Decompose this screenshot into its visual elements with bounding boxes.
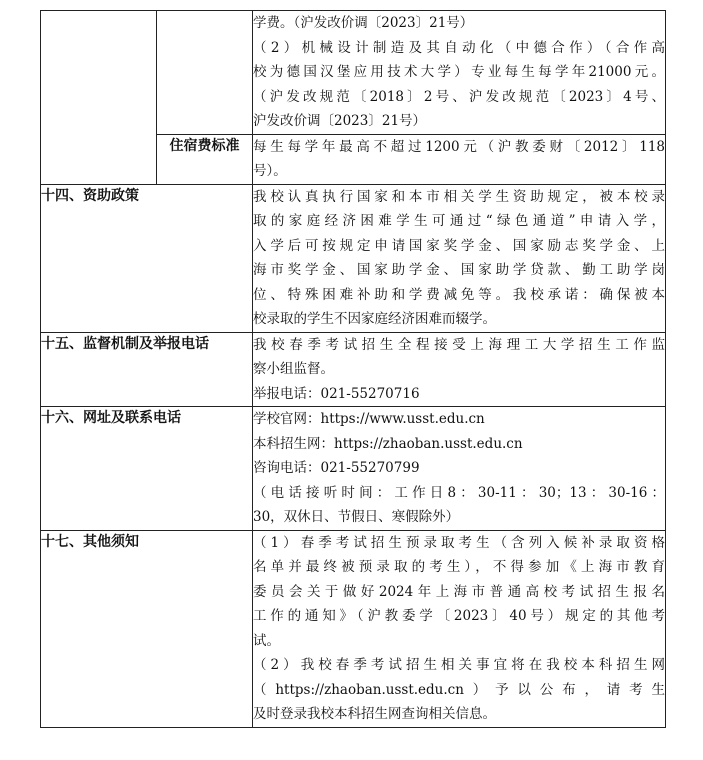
accommodation-label: 住宿费标准: [157, 134, 253, 184]
section-14-line: 海市奖学金、国家助学金、国家助学贷款、勤工助学岗: [253, 262, 665, 278]
section-15-row: [41, 332, 666, 407]
section-14-line: 校录取的学生不因家庭经济困难而辍学。: [253, 311, 496, 327]
section-16-label: 十六、网址及联系电话: [41, 407, 253, 531]
section-14-line: 我校认真执行国家和本市相关学生资助规定，被本校录: [253, 188, 665, 205]
section-15-line: 我校春季考试招生全程接受上海理工大学招生工作监: [253, 336, 665, 353]
tuition-line: 学费。（沪发改价调〔2023〕21号）: [253, 15, 474, 31]
school-website-line: 学校官网：https://www.usst.edu.cn: [253, 411, 485, 427]
section-14-line: 入学后可按规定申请国家奖学金、国家励志奖学金、上: [253, 237, 665, 254]
section-15-content-cell: [253, 332, 666, 407]
accommodation-line: 号）。: [253, 163, 287, 179]
section-17-line: （1）春季考试招生预录取考生（含列入候补录取资格: [253, 534, 665, 551]
section-14-line: 位、特殊困难补助和学费减免等。我校承诺：确保被本: [253, 286, 665, 303]
section-16-row: [41, 407, 666, 531]
section-17-line: 及时登录我校本科招生网查询相关信息。: [253, 706, 496, 722]
tuition-continued-row: [41, 11, 666, 135]
section-17-line: （https://zhaoban.usst.edu.cn）予以公布，请考生: [253, 681, 665, 698]
section-17-line: 名单并最终被预录取的考生），不得参加《上海市教育: [253, 559, 665, 575]
section-15-line: 察小组监督。: [253, 361, 334, 377]
tuition-content-cell: [253, 11, 666, 135]
section-16-content-cell: [253, 407, 666, 531]
section-14-content-cell: [253, 184, 666, 332]
tuition-line: （2）机械设计制造及其自动化（中德合作）（合作高: [253, 39, 665, 56]
sub-label-cell-empty: [157, 11, 253, 135]
inquiry-phone: 咨询电话：021-55270799: [253, 460, 420, 476]
section-15-label: 十五、监督机制及举报电话: [41, 332, 253, 407]
section-17-row: [41, 530, 666, 727]
phone-hours-line: （电话接听时间：工作日8：30-11：30；13：30-16：: [253, 484, 665, 501]
admissions-website-line: 本科招生网：https://zhaoban.usst.edu.cn: [253, 435, 523, 452]
phone-hours-line: 30，双休日、节假日、寒假除外）: [253, 509, 460, 525]
report-phone: 举报电话：021-55270716: [253, 385, 420, 402]
section-14-line: 取的家庭经济困难学生可通过“绿色通道”申请入学，: [253, 213, 665, 229]
section-17-line: （2）我校春季考试招生相关事宜将在我校本科招生网: [253, 657, 665, 673]
tuition-line: 校为德国汉堡应用技术大学）专业每生每学年21000元。: [253, 64, 665, 80]
section-17-line: 试。: [253, 632, 280, 649]
section-label-cell-empty: [41, 11, 157, 185]
tuition-line: （沪发改规范〔2018〕2号、沪发改规范〔2023〕4号、: [253, 88, 665, 105]
section-14-label: 十四、资助政策: [41, 184, 253, 332]
section-17-content-cell: [253, 530, 666, 727]
section-17-line: 工作的通知》（沪教委学〔2023〕40号）规定的其他考: [253, 608, 665, 624]
section-17-label: 十七、其他须知: [41, 530, 253, 727]
section-17-line: 委员会关于做好2024年上海市普通高校考试招生报名: [253, 583, 665, 600]
section-14-row: [41, 184, 666, 332]
tuition-line: 沪发改价调〔2023〕21号）: [253, 113, 427, 129]
accommodation-line: 每生每学年最高不超过1200元（沪教委财〔2012〕118: [253, 138, 665, 155]
admissions-info-table: [40, 10, 666, 728]
accommodation-content-cell: [253, 134, 666, 184]
